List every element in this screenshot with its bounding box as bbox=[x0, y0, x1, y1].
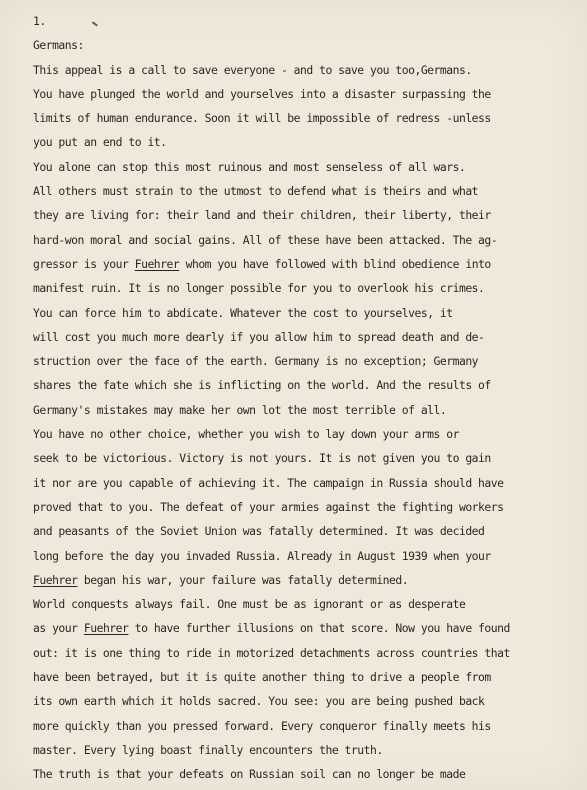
text-line: more quickly than you pressed forward. Every conqueror finally meets his bbox=[33, 718, 491, 733]
text-line: You can force him to abdicate. Whatever the cost to yourselves, it bbox=[33, 305, 453, 320]
text-line: All others must strain to the utmost to defend what is theirs and what bbox=[33, 184, 479, 199]
typed-text bbox=[33, 9, 578, 787]
text-line: its own earth which it holds sacred. You see: you are being pushed back bbox=[33, 694, 485, 709]
text-line: long before the day you invaded Russia. Already in August 1939 when your bbox=[33, 548, 491, 563]
text-line: and peasants of the Soviet Union was fatally determined. It was decided bbox=[33, 524, 485, 539]
text-line: you put an end to it. bbox=[33, 135, 167, 150]
text-line: shares the fate which she is inflicting on the world. And the results of bbox=[33, 378, 491, 393]
text-line: it nor are you capable of achieving it. The campaign in Russia should have bbox=[33, 475, 504, 490]
text-line: as your Fuehrer to have further illusions on that score. Now you have found bbox=[33, 621, 510, 636]
text-line: out: it is one thing to ride in motorized detachments across countries that bbox=[33, 645, 510, 660]
text-line: manifest ruin. It is no longer possible for you to overlook his crimes. bbox=[33, 281, 485, 296]
text-line: struction over the face of the earth. Germany is no exception; Germany bbox=[33, 354, 479, 369]
text-line: You have no other choice, whether you wish to lay down your arms or bbox=[33, 427, 459, 442]
page-number: 1. bbox=[33, 14, 46, 28]
text-line: limits of human endurance. Soon it will be impossible of redress -unless bbox=[33, 111, 491, 126]
text-line: will cost you much more dearly if you allow him to spread death and de- bbox=[33, 329, 485, 344]
text-line: they are living for: their land and their children, their liberty, their bbox=[33, 208, 491, 223]
text-line: World conquests always fail. One must be as ignorant or as desperate bbox=[33, 597, 466, 612]
salutation: Germans: bbox=[33, 38, 84, 53]
text-line: proved that to you. The defeat of your armies against the fighting workers bbox=[33, 499, 504, 514]
text-line: seek to be victorious. Victory is not yours. It is not given you to gain bbox=[33, 451, 491, 466]
text-line: This appeal is a call to save everyone - and to save you too,Germans. bbox=[33, 62, 472, 77]
text-line: Fuehrer began his war, your failure was fatally determined. bbox=[33, 572, 409, 587]
text-line: You have plunged the world and yourselves into a disaster surpassing the bbox=[33, 86, 491, 101]
text-line: have been betrayed, but it is quite another thing to drive a people from bbox=[33, 670, 491, 685]
text-line: You alone can stop this most ruinous and most senseless of all wars. bbox=[33, 159, 466, 174]
text-line: hard-won moral and social gains. All of these have been attacked. The ag- bbox=[33, 232, 498, 247]
text-line: Germany's mistakes may make her own lot the most terrible of all. bbox=[33, 402, 447, 417]
text-line: The truth is that your defeats on Russian soil can no longer be made bbox=[33, 767, 466, 782]
text-line: master. Every lying boast finally encounters the truth. bbox=[33, 742, 383, 757]
text-line: gressor is your Fuehrer whom you have followed with blind obedience into bbox=[33, 256, 491, 271]
